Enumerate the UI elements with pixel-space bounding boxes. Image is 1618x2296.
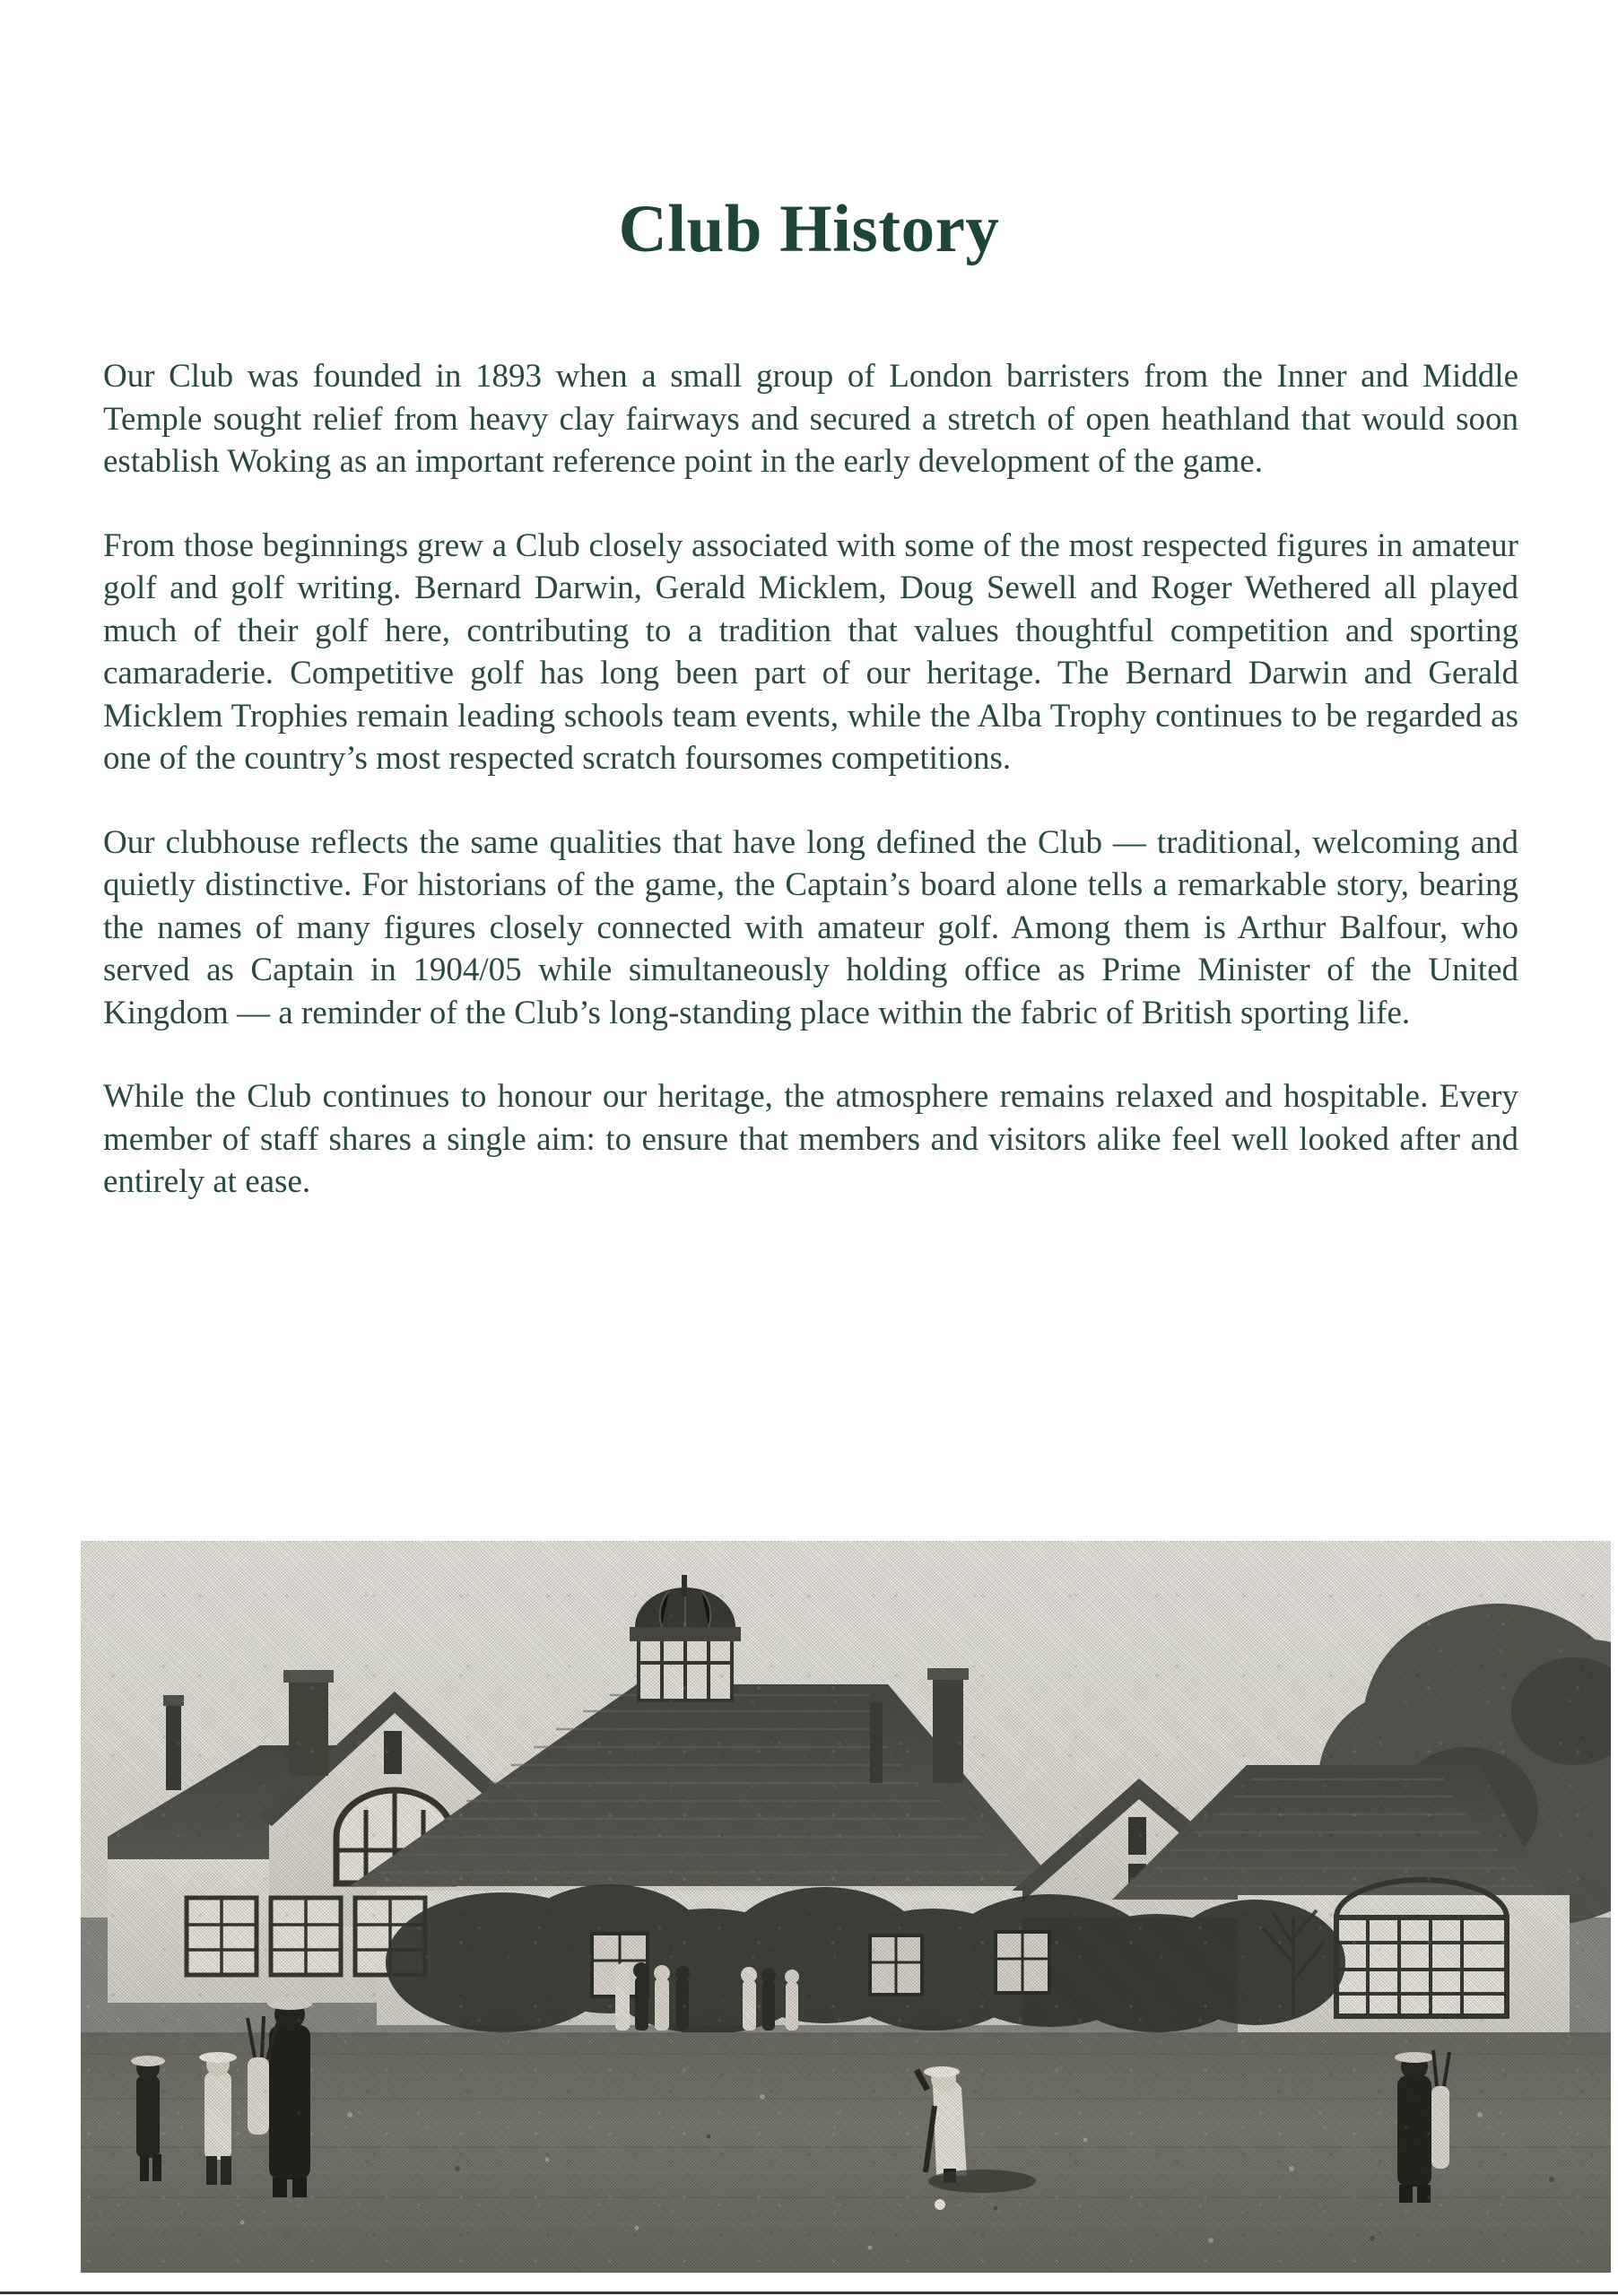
page-title: Club History (618, 192, 1000, 267)
article-body (103, 355, 1518, 1204)
paragraph-clubhouse-and-captains-board: Our clubhouse reflects the same qualities that have long defined the Club — traditional, welcoming and quietly distinctive. For historians of the game, the Captain’s board alone tells a remarkable story, bearing the names of many figures closely connected with amateur golf. Among them is Arthur Balfour, who served as Captain in 1904/05 while simultaneously holding office as Prime Minister of the United Kingdom — a reminder of the Club’s long-standing place within the fabric of British sporting life. (103, 823, 1518, 1031)
clubhouse-photo-illustration (81, 1541, 1611, 2273)
page-bottom-rule (0, 2292, 1618, 2294)
historic-clubhouse-photograph (81, 1541, 1611, 2273)
paragraph-figures-and-competitions: From those beginnings grew a Club closely associated with some of the most respected figures in amateur golf and golf writing. Bernard Darwin, Gerald Micklem, Doug Sewell and Roger Wethered all played much of their golf here, contributing to a tradition that values thoughtful competition and sporting camaraderie. Competitive golf has long been part of our heritage. The Bernard Darwin and Gerald Micklem Trophies remain leading schools team events, while the Alba Trophy continues to be regarded as one of the country’s most respected scratch foursomes competitions. (103, 526, 1518, 777)
paragraph-founding: Our Club was founded in 1893 when a small group of London barristers from the Inner and Middle Temple sought relief from heavy clay fairways and secured a stretch of open heathland that would soon establish Woking as an important reference point in the early development of the game. (103, 358, 1518, 480)
paragraph-atmosphere: While the Club continues to honour our heritage, the atmosphere remains relaxed and hospitable. Every member of staff shares a single aim: to ensure that members and visitors alike feel well looked after and entirely at ease. (103, 1078, 1518, 1200)
